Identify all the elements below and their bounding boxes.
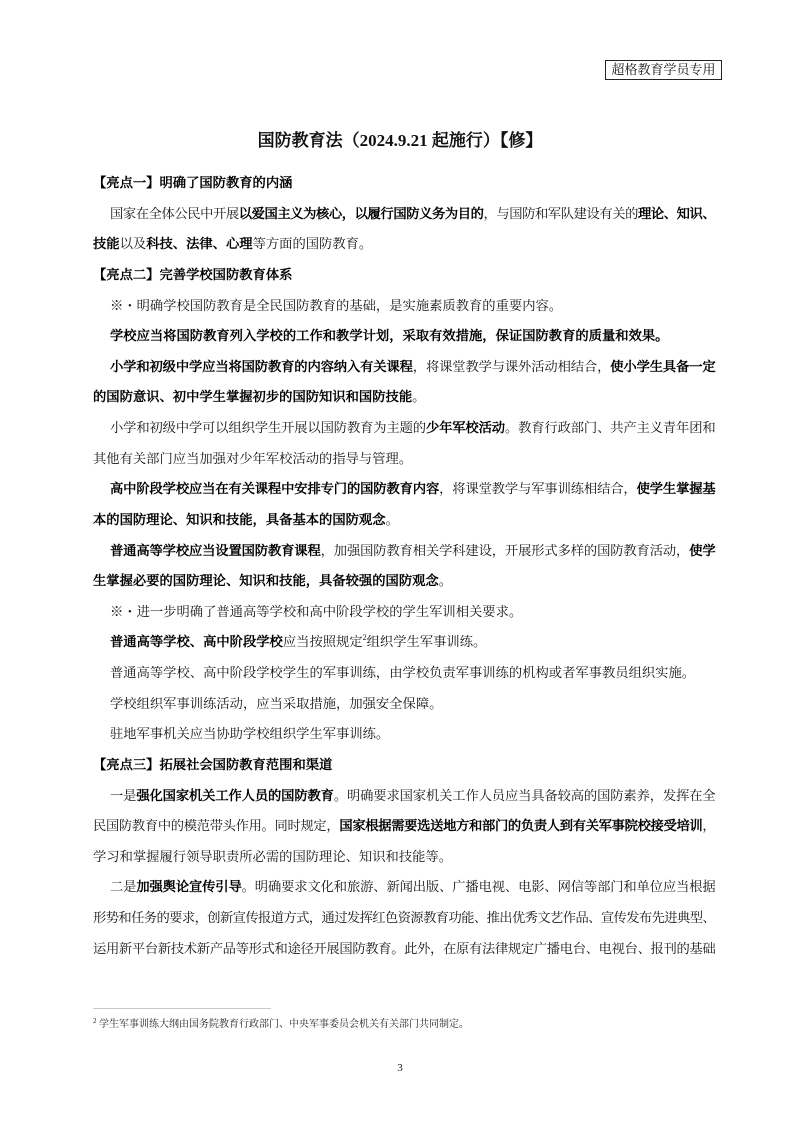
paragraph-line bbox=[93, 842, 715, 873]
text-run: 应当按照规定 bbox=[282, 634, 363, 650]
paragraph-line bbox=[93, 719, 715, 750]
text-run: 其他有关部门应当加强对少年军校活动的指导与管理。 bbox=[93, 450, 413, 466]
footnote bbox=[93, 1018, 469, 1032]
bold-text-run: 普通高等学校、高中阶段学校 bbox=[110, 634, 283, 650]
section-heading-highlight-1: 【亮点一】明确了国防教育的内涵 bbox=[93, 175, 293, 190]
bold-text-run: 加强舆论宣传引导 bbox=[136, 879, 242, 895]
text-run: 以及 bbox=[119, 236, 147, 252]
bold-text-run: 少年军校活动 bbox=[425, 420, 505, 435]
text-run: 驻地军事机关应当协助学校组织学生军事训练。 bbox=[110, 726, 390, 742]
text-run: 运用新平台新技术新产品等形式和途径开展国防教育。此外，在原有法律规定广播电台、电视台、报刊的基础 bbox=[93, 940, 715, 956]
text-run: 。明确要求国家机关工作人员应当具备较高的国防素养，发挥在全 bbox=[333, 787, 716, 803]
header-badge: 超格教育学员专用 bbox=[605, 60, 722, 80]
bold-text-run: 学校应当将国防教育列入学校的工作和教学计划，采取有效措施，保证国防教育的质量和效果。 bbox=[110, 328, 669, 344]
paragraph-line bbox=[93, 229, 715, 260]
text-run: ※・明确学校国防教育是全民国防教育的基础，是实施素质教育的重要内容。 bbox=[110, 297, 563, 313]
text-run: 形势和任务的要求，创新宣传报道方式，通过发挥红色资源教育功能、推出优秀文艺作品、宣传发布先进典型、 bbox=[93, 910, 715, 925]
footnote-divider bbox=[93, 1008, 271, 1009]
text-run: 。 bbox=[412, 389, 426, 405]
footnote-reference: 2 bbox=[362, 633, 367, 643]
text-run: ，将课堂教学与课外活动相结合， bbox=[412, 358, 611, 374]
paragraph-line bbox=[93, 597, 715, 628]
paragraph-line bbox=[93, 444, 715, 475]
paragraph-line bbox=[93, 199, 715, 230]
text-run: 。 bbox=[385, 511, 399, 527]
bold-text-run: 使学生掌握基 bbox=[636, 481, 715, 497]
paragraph-line bbox=[93, 903, 715, 934]
paragraph-line bbox=[93, 627, 715, 658]
document-body bbox=[93, 168, 715, 964]
paragraph-line bbox=[93, 352, 715, 383]
footnote-marker: 2 bbox=[93, 1017, 97, 1025]
paragraph-line bbox=[93, 536, 715, 567]
text-run: 学校组织军事训练活动，应当采取措施，加强安全保障。 bbox=[110, 695, 443, 711]
paragraph-line bbox=[93, 872, 715, 903]
text-run: 国家在全体公民中开展 bbox=[110, 205, 239, 221]
paragraph-line bbox=[93, 291, 715, 322]
text-run: 。教育行政部门、共产主义青年团和 bbox=[504, 420, 715, 435]
text-run: 学习和掌握履行领导职责所必需的国防理论、知识和技能等。 bbox=[93, 848, 453, 864]
text-run: 二是 bbox=[110, 879, 137, 895]
text-run: 组织学生军事训练。 bbox=[366, 634, 487, 650]
bold-text-run: 以爱国主义为核心，以履行国防义务为目的 bbox=[238, 205, 484, 221]
text-run: ， bbox=[702, 818, 716, 834]
bold-text-run: 本的国防理论、知识和技能，具备基本的国防观念 bbox=[93, 511, 386, 527]
text-run: ，加强国防教育相关学科建设，开展形式多样的国防教育活动， bbox=[320, 542, 690, 558]
footnote-text: 学生军事训练大纲由国务院教育行政部门、中央军事委员会机关有关部门共同制定。 bbox=[99, 1019, 469, 1030]
bold-text-run: 技能 bbox=[93, 236, 120, 252]
paragraph-line bbox=[93, 689, 715, 720]
text-run: 小学和初级中学可以组织学生开展以国防教育为主题的 bbox=[110, 420, 426, 435]
bold-text-run: 国家根据需要选送地方和部门的负责人到有关军事院校接受培训 bbox=[339, 818, 703, 834]
section-heading-highlight-2: 【亮点二】完善学校国防教育体系 bbox=[93, 266, 293, 282]
text-run: 等方面的国防教育。 bbox=[252, 236, 373, 252]
paragraph-line bbox=[93, 658, 715, 689]
paragraph-line bbox=[93, 781, 715, 812]
paragraph-line bbox=[93, 382, 715, 413]
page-number: 3 bbox=[397, 1062, 403, 1074]
paragraph-line bbox=[93, 934, 715, 965]
bold-text-run: 的国防意识、初中学生掌握初步的国防知识和国防技能 bbox=[93, 389, 413, 405]
text-run: 。 bbox=[438, 573, 453, 589]
text-run: 。明确要求文化和旅游、新闻出版、广播电视、电影、网信等部门和单位应当根据 bbox=[241, 879, 715, 895]
paragraph-line bbox=[93, 811, 715, 842]
paragraph-line bbox=[93, 413, 715, 444]
text-run: ※・进一步明确了普通高等学校和高中阶段学校的学生军训相关要求。 bbox=[110, 603, 523, 619]
text-run: ，将课堂教学与军事训练相结合， bbox=[439, 481, 637, 497]
paragraph-line bbox=[93, 566, 715, 597]
paragraph-line bbox=[93, 505, 715, 536]
bold-text-run: 使小学生具备一定 bbox=[610, 358, 715, 374]
bold-text-run: 普通高等学校应当设置国防教育课程 bbox=[110, 542, 321, 558]
text-run: 民国防教育中的模范带头作用。同时规定， bbox=[93, 818, 340, 834]
paragraph-line bbox=[93, 321, 715, 352]
text-run: 一是 bbox=[110, 787, 137, 803]
bold-text-run: 理论、知识、 bbox=[638, 205, 716, 221]
text-run: ，与国防和军队建设有关的 bbox=[483, 205, 639, 221]
bold-text-run: 小学和初级中学应当将国防教育的内容纳入有关课程 bbox=[110, 358, 413, 374]
text-run: 普通高等学校、高中阶段学校学生的军事训练，由学校负责军事训练的机构或者军事教员组织实施。 bbox=[110, 665, 696, 680]
page-title: 国防教育法（2024.9.21 起施行）【修】 bbox=[257, 131, 543, 150]
bold-text-run: 使学 bbox=[689, 542, 715, 558]
bold-text-run: 高中阶段学校应当在有关课程中安排专门的国防教育内容 bbox=[110, 481, 440, 497]
bold-text-run: 强化国家机关工作人员的国防教育 bbox=[136, 787, 334, 803]
section-heading-highlight-3: 【亮点三】拓展社会国防教育范围和渠道 bbox=[93, 756, 333, 772]
paragraph-line bbox=[93, 474, 715, 505]
bold-text-run: 生掌握必要的国防理论、知识和技能，具备较强的国防观念 bbox=[93, 573, 439, 589]
bold-text-run: 科技、法律、心理 bbox=[146, 236, 253, 252]
